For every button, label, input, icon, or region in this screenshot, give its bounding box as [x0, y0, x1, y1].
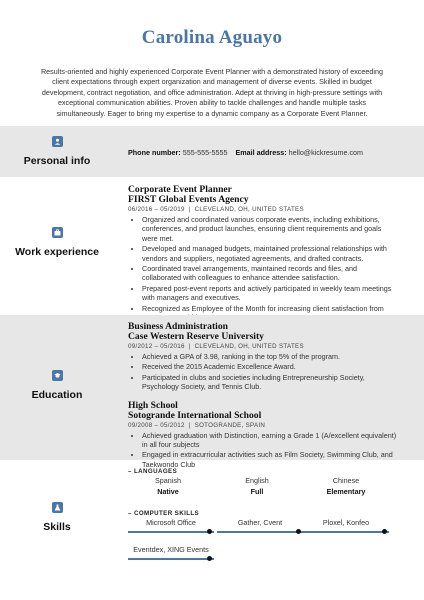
language-name: Chinese [332, 476, 360, 485]
summary-text: Results-oriented and highly experienced Corporate Event Planner with a demonstrated history of exceeding client expectations through expert organization and management of diverse events. Skilled in budget development, contract negotiation, and office administration. Adept at thriving in high-pressure settings with exceptional communication abilities. Proven ability to tackle challenges and handle multiple tasks simultaneously. Eager to bring my expertise to a dynamic company as a Corporate Event Planner. [40, 67, 383, 118]
school-name: Sotogrande International School [128, 409, 262, 421]
skill-bar [303, 531, 389, 533]
degree-title: High School [128, 399, 178, 411]
school-name: Case Western Reserve University [128, 331, 264, 342]
skill-name: Microsoft Office [146, 518, 196, 527]
education-location: CLEVELAND, OH, UNITED STATES [194, 343, 304, 350]
skill-item [303, 518, 389, 533]
education-location: SOTOGRANDE, SPAIN [194, 421, 266, 429]
list-item: • Organized and coordinated various corporate events, including exhibitions, conferences, and product launches, ensuring client requirements and goals were met. [142, 215, 398, 243]
skill-name: Gather, Cvent [237, 518, 283, 527]
skill-bar [128, 531, 214, 533]
section-title-work-experience: Work experience [15, 246, 99, 258]
list-item: • Achieved a GPA of 3.98, ranking in the top 5% of the program. [142, 352, 398, 361]
language-level: Full [250, 487, 264, 496]
job-dates: 06/2016 – 05/2019 [128, 206, 185, 213]
education-entry [128, 401, 398, 470]
computer-skills-heading: – COMPUTER SKILLS [128, 510, 200, 517]
skill-level-marker [382, 529, 387, 534]
contact-line [128, 148, 398, 157]
languages-heading: – LANGUAGES [128, 468, 178, 475]
degree-title: Business Administration [128, 321, 228, 332]
education-meta: 09/2012 – 05/2016 | CLEVELAND, OH, UNITED STATES [128, 343, 304, 350]
work-experience-section [0, 177, 424, 315]
skill-name: Ploxel, Konfeo [322, 518, 370, 527]
flask-icon [52, 502, 63, 513]
language-name: Spanish [155, 476, 181, 485]
job-bullets [128, 215, 398, 322]
skills-section [0, 460, 424, 600]
list-item: • Participated in clubs and societies including Entrepreneurship Society, Psychology Society, and Tennis Club. [142, 373, 398, 392]
skill-bar [217, 531, 303, 533]
section-title-skills: Skills [43, 521, 71, 533]
language-name: English [245, 476, 269, 485]
skill-name: Eventdex, XING Events [133, 545, 209, 554]
list-item: • Developed and managed budgets, maintained professional relationships with vendors and suppliers, negotiated agreements, and drafted contracts. [142, 244, 398, 263]
user-icon [52, 136, 63, 147]
language-item [212, 476, 302, 496]
job-title: Corporate Event Planner [128, 184, 232, 195]
education-section [0, 315, 424, 469]
education-bullets [128, 352, 398, 392]
language-item [301, 476, 391, 496]
section-title-education: Education [31, 389, 83, 401]
skill-item [128, 518, 214, 533]
email-label: Email address: [235, 148, 287, 157]
list-item: • Received the 2015 Academic Excellence Award. [142, 362, 398, 371]
language-level: Elementary [326, 487, 366, 496]
list-item: • Engaged in extracurricular activities such as Film Society, Swimming Club, and Taekwondo Club [142, 450, 398, 469]
education-entry [128, 322, 398, 392]
list-item: • Recognized as Employee of the Month for increasing client satisfaction from [142, 304, 398, 323]
education-dates: 09/2012 – 05/2016 [128, 343, 185, 350]
education-meta: 09/2008 – 05/2012 | SOTOGRANDE, SPAIN [128, 421, 266, 429]
job-location: CLEVELAND, OH, UNITED STATES [194, 206, 304, 213]
skill-level-marker [207, 529, 212, 534]
language-level: Native [157, 487, 179, 496]
section-title-personal-info: Personal info [23, 155, 91, 167]
list-item: • Achieved graduation with Distinction, earning a Grade 1 (A/excellent equivalent) in all four subjects [142, 431, 398, 450]
briefcase-icon [52, 227, 63, 238]
email-value: hello@kickresume.com [288, 148, 364, 157]
list-item: • Coordinated travel arrangements, maintained records and files, and collaborated with colleagues to enhance attendee satisfaction. [142, 264, 398, 283]
resume-name: Carolina Aguayo [141, 27, 283, 48]
skill-bar [128, 558, 214, 560]
list-item: • Prepared post-event reports and actively participated in weekly team meetings with managers and executives. [142, 284, 398, 303]
language-item [123, 476, 213, 496]
skill-level-marker [296, 529, 301, 534]
skill-level-marker [207, 556, 212, 561]
education-dates: 09/2008 – 05/2012 [128, 421, 185, 429]
phone-value: 555-555-5555 [182, 148, 228, 157]
company-name: FIRST Global Events Agency [128, 194, 249, 205]
phone-label: Phone number: [128, 148, 181, 157]
job-meta: 06/2016 – 05/2019 | CLEVELAND, OH, UNITED STATES [128, 206, 304, 213]
skill-item [217, 518, 303, 533]
graduation-cap-icon [52, 370, 63, 381]
skill-item [128, 545, 214, 560]
personal-info-section [0, 126, 424, 177]
